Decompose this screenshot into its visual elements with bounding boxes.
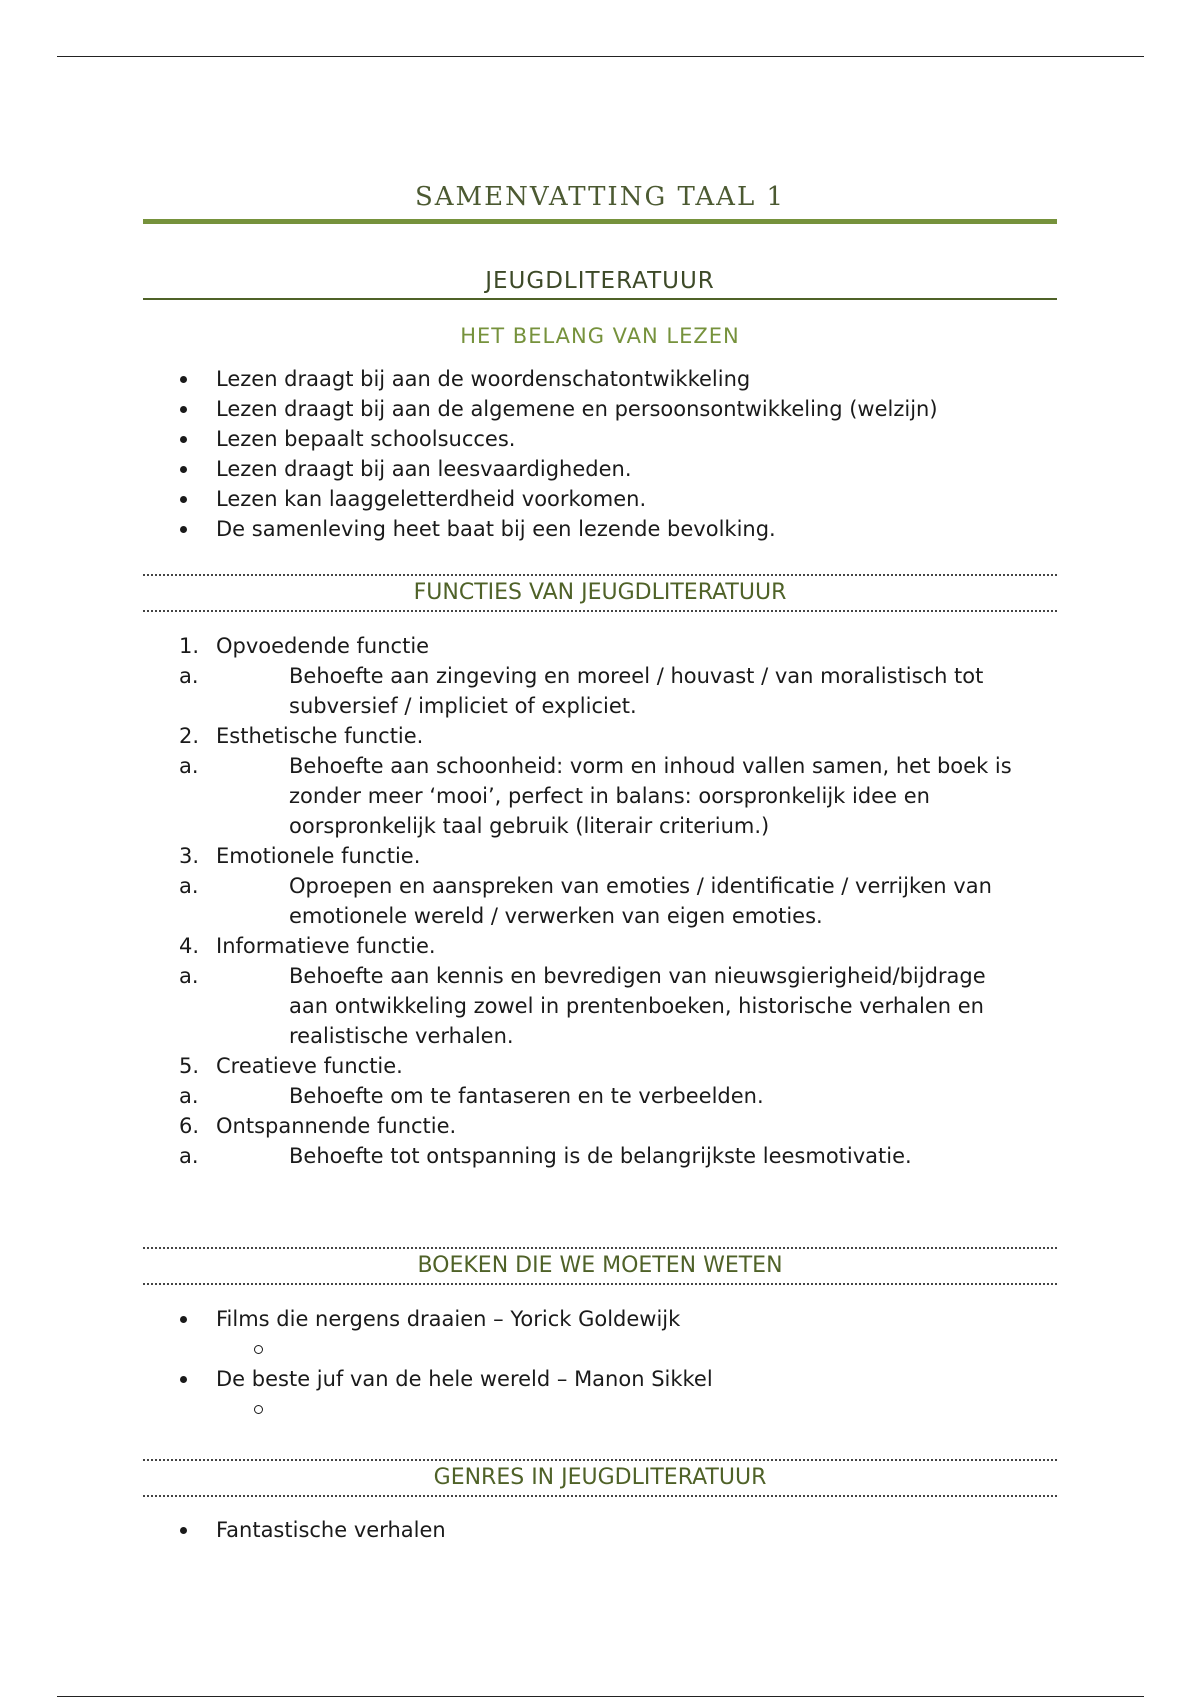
title-underline [143,219,1057,224]
item-label: Esthetische functie. [216,724,424,748]
importance-list [143,364,1057,544]
function-item [143,631,1057,661]
subitem-line: Behoefte aan kennis en bevredigen van nieuwsgierigheid/bijdrage [289,964,986,988]
list-item: Films die nergens draaien – Yorick Goldewijk [143,1304,1057,1334]
item-number: 1. [179,634,200,658]
subitem-line: realistische verhalen. [289,1024,514,1048]
subitem-line: zonder meer ‘mooi’, perfect in balans: oorspronkelijk idee en [289,784,930,808]
section-heading-genres-label: GENRES IN JEUGDLITERATUUR [433,1465,767,1490]
heading-jeugdliteratuur: JEUGDLITERATUUR [485,268,715,294]
subitem-line: Behoefte tot ontspanning is de belangrijkste leesmotivatie. [289,1144,912,1168]
function-item [143,931,1057,961]
list-item: Lezen draagt bij aan de woordenschatontwikkeling [143,364,1057,394]
list-item: Lezen bepaalt schoolsucces. [143,424,1057,454]
list-item: De samenleving heet baat bij een lezende bevolking. [143,514,1057,544]
section-heading-genres [143,1459,1057,1497]
function-subitem [143,751,1057,841]
function-item [143,1111,1057,1141]
subitem-line: Behoefte om te fantaseren en te verbeelden. [289,1084,764,1108]
hollow-bullet-icon [254,1405,263,1414]
subitem-line: Oproepen en aanspreken van emoties / identificatie / verrijken van [289,874,992,898]
section-heading-functies [143,574,1057,612]
list-item: Lezen draagt bij aan leesvaardigheden. [143,454,1057,484]
section-heading-boeken [143,1247,1057,1285]
item-label: Opvoedende functie [216,634,430,658]
empty-subitem [143,1394,1057,1424]
list-item: De beste juf van de hele wereld – Manon Sikkel [143,1364,1057,1394]
books-list-continued [143,1364,1057,1394]
hollow-bullet-icon [254,1345,263,1354]
item-label: Informatieve functie. [216,934,436,958]
subitem-line: aan ontwikkeling zowel in prentenboeken, historische verhalen en [289,994,984,1018]
subitem-letter: a. [179,1144,199,1168]
subitem-line: emotionele wereld / verwerken van eigen emoties. [289,904,823,928]
item-number: 4. [179,934,200,958]
subitem-line: subversief / impliciet of expliciet. [289,694,637,718]
subitem-letter: a. [179,1084,199,1108]
function-subitem [143,661,1057,721]
books-list [143,1304,1057,1334]
subitem-line: Behoefte aan schoonheid: vorm en inhoud vallen samen, het boek is [289,754,1012,778]
subitem-letter: a. [179,874,199,898]
function-subitem [143,1141,1057,1171]
function-item [143,841,1057,871]
function-item [143,721,1057,751]
function-item [143,1051,1057,1081]
item-number: 5. [179,1054,200,1078]
item-label: Ontspannende functie. [216,1114,457,1138]
item-label: Emotionele functie. [216,844,421,868]
subitem-line: Behoefte aan zingeving en moreel / houvast / van moralistisch tot [289,664,984,688]
functions-list [143,631,1057,1171]
empty-subitem [143,1334,1057,1364]
list-item: Lezen kan laaggeletterdheid voorkomen. [143,484,1057,514]
page-top-rule [57,56,1144,57]
heading-underline [143,298,1057,300]
section-heading-functies-label: FUNCTIES VAN JEUGDLITERATUUR [413,580,787,605]
subitem-letter: a. [179,964,199,988]
item-label: Creatieve functie. [216,1054,403,1078]
item-number: 2. [179,724,200,748]
list-item: Lezen draagt bij aan de algemene en persoonsontwikkeling (welzijn) [143,394,1057,424]
subitem-letter: a. [179,754,199,778]
subitem-letter: a. [179,664,199,688]
document-title: SAMENVATTING TAAL 1 [414,182,786,212]
section-heading-boeken-label: BOEKEN DIE WE MOETEN WETEN [417,1253,783,1278]
list-item: Fantastische verhalen [143,1515,1057,1545]
genres-list [143,1515,1057,1545]
function-subitem [143,871,1057,931]
function-subitem [143,961,1057,1051]
page-bottom-rule [57,1696,1144,1697]
function-subitem [143,1081,1057,1111]
item-number: 3. [179,844,200,868]
heading-belang-van-lezen: HET BELANG VAN LEZEN [460,324,740,348]
item-number: 6. [179,1114,200,1138]
subitem-line: oorspronkelijk taal gebruik (literair criterium.) [289,814,770,838]
